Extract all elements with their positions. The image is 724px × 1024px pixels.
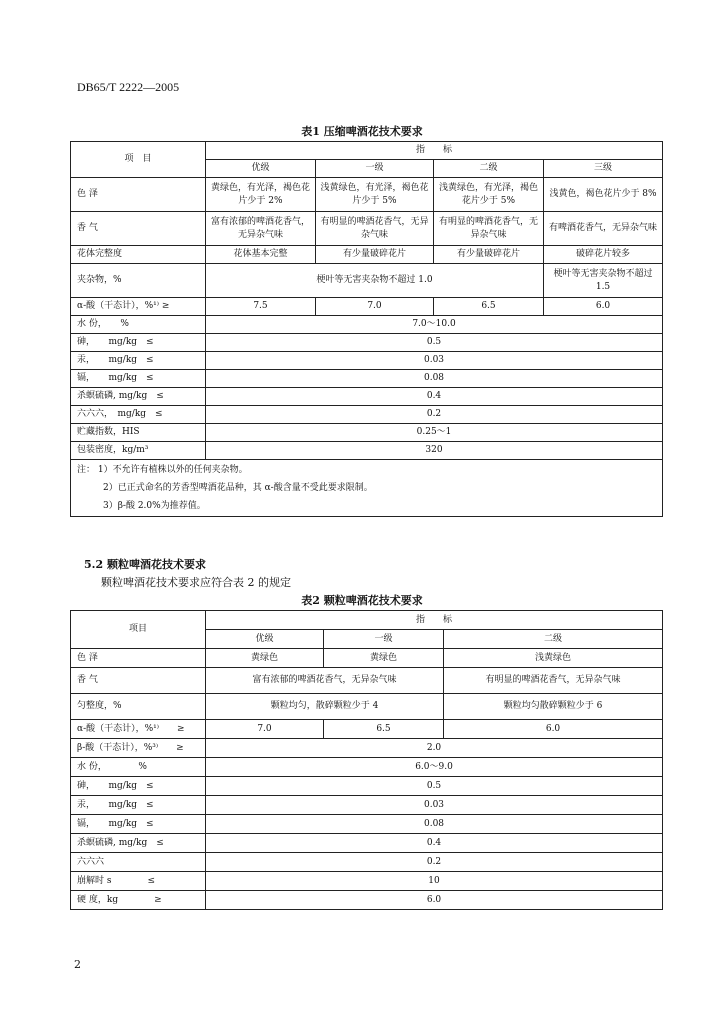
- table-row: [71, 442, 663, 460]
- merged-cell: 6.0～9.0: [206, 758, 663, 777]
- cell: 花体基本完整: [206, 246, 316, 264]
- cell: 有少量破碎花片: [434, 246, 544, 264]
- merged-cell: 6.0: [206, 891, 663, 910]
- table-row: [71, 370, 663, 388]
- table-row: [71, 853, 663, 872]
- row-label: 香 气: [71, 668, 206, 694]
- table-row: [71, 720, 663, 739]
- grade-header: 二级: [434, 160, 544, 178]
- table-row: [71, 352, 663, 370]
- table-row: [71, 796, 663, 815]
- cell: 颗粒均匀散碎颗粒少于 6: [444, 694, 663, 720]
- merged-cell: 320: [206, 442, 663, 460]
- grade-header: 二级: [444, 630, 663, 649]
- document-code: DB65/T 2222—2005: [77, 80, 180, 94]
- grade-header: 一级: [316, 160, 434, 178]
- row-label: 香 气: [71, 212, 206, 246]
- table-row: [71, 872, 663, 891]
- section-heading: 5.2 颗粒啤酒花技术要求: [84, 558, 206, 571]
- grade-header: 一级: [324, 630, 444, 649]
- row-label: 六六六， mg/kg ≤: [71, 406, 206, 424]
- table-row: [71, 815, 663, 834]
- row-label: 崩解时 s ≤: [71, 872, 206, 891]
- cell: 6.0: [544, 298, 663, 316]
- merged-cell: 0.4: [206, 388, 663, 406]
- grade-header: 优级: [206, 630, 324, 649]
- table-row: [71, 406, 663, 424]
- item-header: 项 目: [71, 142, 206, 178]
- table-row: [71, 178, 663, 212]
- merged-cell: 0.2: [206, 853, 663, 872]
- cell: 6.5: [324, 720, 444, 739]
- table-row: [71, 212, 663, 246]
- merged-cell: 富有浓郁的啤酒花香气，无异杂气味: [206, 668, 444, 694]
- merged-cell: 颗粒均匀，散碎颗粒少于 4: [206, 694, 444, 720]
- table-row: [71, 758, 663, 777]
- merged-cell: 梗叶等无害夹杂物不超过 1.0: [206, 264, 544, 298]
- table-row: [71, 649, 663, 668]
- row-label: α-酸（干态计），%¹⁾ ≥: [71, 298, 206, 316]
- cell: 浅黄绿色，有光泽，褐色花片少于 5%: [434, 178, 544, 212]
- table-row: [71, 388, 663, 406]
- table-row: [71, 668, 663, 694]
- cell: 有明显的啤酒花香气，无异杂气味: [434, 212, 544, 246]
- table-row: [71, 316, 663, 334]
- cell: 破碎花片较多: [544, 246, 663, 264]
- merged-cell: 0.5: [206, 777, 663, 796]
- cell: 有明显的啤酒花香气，无异杂气味: [444, 668, 663, 694]
- section-text: 颗粒啤酒花技术要求应符合表 2 的规定: [101, 576, 291, 589]
- merged-cell: 0.4: [206, 834, 663, 853]
- table-row: [71, 246, 663, 264]
- table-header-row: [71, 142, 663, 160]
- table-row: [71, 739, 663, 758]
- note-line: 2）已正式命名的芳香型啤酒花品种，其 α-酸含量不受此要求限制。: [103, 483, 373, 493]
- cell: 黄绿色，有光泽，褐色花片少于 2%: [206, 178, 316, 212]
- row-label: 贮藏指数，HIS: [71, 424, 206, 442]
- cell: 6.5: [434, 298, 544, 316]
- table-row: [71, 694, 663, 720]
- merged-cell: 2.0: [206, 739, 663, 758]
- cell: 浅黄绿色: [444, 649, 663, 668]
- row-label: 色 泽: [71, 178, 206, 212]
- note-line: 3）β-酸 2.0%为推荐值。: [103, 501, 206, 511]
- row-label: 夹杂物，%: [71, 264, 206, 298]
- cell: 有明显的啤酒花香气，无异杂气味: [316, 212, 434, 246]
- cell: 6.0: [444, 720, 663, 739]
- row-label: 镉， mg/kg ≤: [71, 370, 206, 388]
- row-label: 色 泽: [71, 649, 206, 668]
- table-row: [71, 334, 663, 352]
- cell: 7.0: [206, 720, 324, 739]
- notes-row: [71, 460, 663, 517]
- table2-pellet-hops: [70, 610, 663, 910]
- table-row: [71, 834, 663, 853]
- item-header: 项目: [71, 611, 206, 649]
- merged-cell: 0.2: [206, 406, 663, 424]
- cell: 浅黄色，褐色花片少于 8%: [544, 178, 663, 212]
- table-row: [71, 777, 663, 796]
- row-label: 水 份， %: [71, 316, 206, 334]
- merged-cell: 7.0～10.0: [206, 316, 663, 334]
- merged-cell: 0.03: [206, 796, 663, 815]
- merged-cell: 0.08: [206, 815, 663, 834]
- row-label: 砷， mg/kg ≤: [71, 334, 206, 352]
- cell: 富有浓郁的啤酒花香气，无异杂气味: [206, 212, 316, 246]
- row-label: 汞， mg/kg ≤: [71, 352, 206, 370]
- table-notes: [71, 460, 663, 517]
- table-row: [71, 264, 663, 298]
- cell: 7.5: [206, 298, 316, 316]
- grade-header: 优级: [206, 160, 316, 178]
- table2-caption: 表2 颗粒啤酒花技术要求: [301, 594, 423, 607]
- row-label: 砷， mg/kg ≤: [71, 777, 206, 796]
- merged-cell: 0.5: [206, 334, 663, 352]
- table-header-row: [71, 611, 663, 630]
- cell: 黄绿色: [206, 649, 324, 668]
- merged-cell: 0.03: [206, 352, 663, 370]
- table-row: [71, 891, 663, 910]
- merged-cell: 0.08: [206, 370, 663, 388]
- row-label: 汞， mg/kg ≤: [71, 796, 206, 815]
- cell: 有少量破碎花片: [316, 246, 434, 264]
- row-label: 硬 度，kg ≥: [71, 891, 206, 910]
- note-line: 注： 1）不允许有植株以外的任何夹杂物。: [77, 465, 248, 475]
- row-label: 花体完整度: [71, 246, 206, 264]
- merged-cell: 10: [206, 872, 663, 891]
- grade-header: 三级: [544, 160, 663, 178]
- row-label: 水 份， %: [71, 758, 206, 777]
- cell: 有啤酒花香气，无异杂气味: [544, 212, 663, 246]
- table1-compressed-hops: [70, 141, 663, 517]
- table1-caption: 表1 压缩啤酒花技术要求: [301, 125, 423, 138]
- index-header: 指 标: [206, 142, 663, 160]
- cell: 浅黄绿色，有光泽，褐色花片少于 5%: [316, 178, 434, 212]
- row-label: 六六六: [71, 853, 206, 872]
- row-label: 杀螟硫磷, mg/kg ≤: [71, 834, 206, 853]
- table-row: [71, 424, 663, 442]
- cell: 7.0: [316, 298, 434, 316]
- table-row: [71, 298, 663, 316]
- cell: 黄绿色: [324, 649, 444, 668]
- row-label: 匀整度，%: [71, 694, 206, 720]
- row-label: β-酸（干态计），%³⁾ ≥: [71, 739, 206, 758]
- index-header: 指 标: [206, 611, 663, 630]
- row-label: α-酸（干态计），%¹⁾ ≥: [71, 720, 206, 739]
- cell: 梗叶等无害夹杂物不超过 1.5: [544, 264, 663, 298]
- row-label: 杀螟硫磷, mg/kg ≤: [71, 388, 206, 406]
- row-label: 包装密度，kg/m³: [71, 442, 206, 460]
- page-number: 2: [74, 958, 81, 971]
- row-label: 镉， mg/kg ≤: [71, 815, 206, 834]
- merged-cell: 0.25～1: [206, 424, 663, 442]
